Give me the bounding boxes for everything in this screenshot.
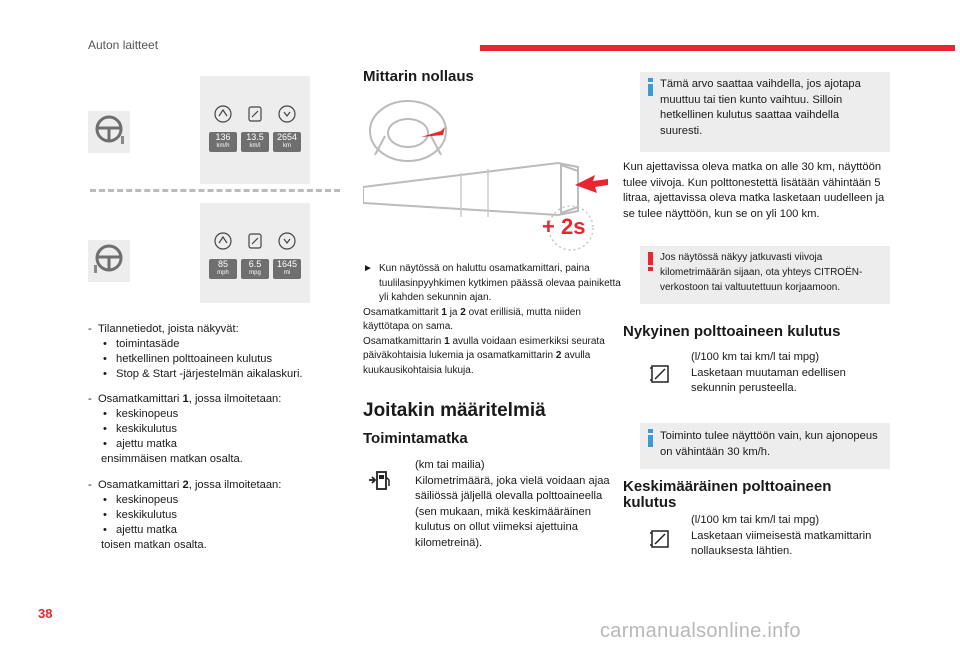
trip-number: 1 — [444, 335, 450, 347]
note-text: ovat erillisiä, mutta niiden käyttötapa on sama. — [363, 306, 581, 332]
warning-box — [640, 246, 890, 304]
list-intro: - Tilannetiedot, joista näkyvät: — [88, 323, 239, 335]
range-unit: (km tai mailia) — [415, 459, 485, 471]
range-dashes-paragraph: Kun ajettavissa oleva matka on alle 30 km, näyttöön tulee viivoja. Kun polttonestettä lisätään vähintään 5 litraa, ajettavissa oleva matka lasketaan uudelleen ja se tulee näyttöön, kun se on yli 100 km. — [623, 161, 885, 220]
gauge-value: 1645 — [276, 259, 298, 269]
range-definition — [415, 458, 615, 551]
page-number: 38 — [38, 606, 53, 621]
list-item: • keskikulutus — [88, 508, 350, 523]
header-accent-bar — [480, 45, 955, 51]
pointer-arrow-icon — [421, 127, 445, 137]
gauge-unit: km/h — [216, 143, 230, 149]
instrument-display-top — [200, 76, 310, 184]
steering-wheel-illustration-bottom — [88, 240, 130, 282]
trip-number: 1 — [441, 306, 447, 318]
warning-icon — [648, 252, 653, 272]
gauge-top-1 — [209, 104, 237, 152]
list-intro: - Osamatkamittari 1, jossa ilmoitetaan: — [88, 393, 282, 405]
note-text: avulla kuukausikohtaisia lukuja. — [363, 350, 591, 376]
reset-note-1 — [363, 262, 623, 306]
list-intro-text: Osamatkamittari — [97, 393, 183, 405]
wiper-stalk-illustration — [363, 93, 625, 251]
info-box-variation — [640, 72, 890, 152]
gauge-value: 85 — [217, 259, 228, 269]
warning-text: Jos näytössä näkyy jatkuvasti viivoja kilometrimäärän sijaan, ota yhteys CITROËN-verkostoon tai valtuutettuun korjaamoon. — [660, 252, 863, 293]
note-text: avulla voidaan esimerkiksi seurata päiväkohtaisia lukemia ja osamatkamittarin — [363, 335, 605, 361]
consumption-icon — [648, 362, 672, 386]
average-heading-line-2: kulutus — [623, 494, 677, 511]
display-info-list — [88, 322, 350, 382]
gauge-value: 6.5 — [248, 259, 262, 269]
watermark: carmanualsonline.info — [600, 620, 801, 642]
gauge-unit: mpg — [249, 270, 261, 276]
gauge-bottom-3 — [273, 231, 301, 279]
fuel-pump-icon — [366, 468, 392, 492]
trip-number: 2 — [182, 479, 189, 491]
instrument-display-bottom — [200, 203, 310, 303]
note-text: ja — [446, 306, 461, 318]
reset-instructions — [363, 262, 623, 378]
arrow-bullet-icon: ► — [363, 263, 373, 274]
consumption-icon — [648, 527, 672, 551]
reset-note-text: Kun näytössä on haluttu osamatkamittari, paina tuulilasinpyyhkimen kytkimen päässä olevaa painiketta yli kahden sekunnin ajan. — [379, 263, 621, 303]
current-unit: (l/100 km tai km/l tai mpg) — [691, 351, 820, 363]
list-item: • ajettu matka — [88, 523, 350, 538]
gauge-bottom-2 — [241, 231, 269, 279]
range-text: Kilometrimäärä, joka vielä voidaan ajaa säiliössä jäljellä olevalla polttoaineella (sen mukaan, mikä keskimääräinen kulutus on ollut viimeksi ajettuina kilometreinä). — [415, 474, 610, 549]
steering-wheel-icon — [370, 101, 446, 161]
reset-note-2 — [363, 306, 623, 335]
divider-dashed — [90, 189, 340, 192]
gauge-unit: mph — [217, 270, 229, 276]
average-unit: (l/100 km tai km/l tai mpg) — [691, 514, 820, 526]
distance-icon — [277, 104, 297, 124]
average-consumption-definition — [691, 513, 896, 560]
gauge-unit: km — [283, 143, 291, 149]
trip-meter-1-list — [88, 392, 350, 467]
press-arrow-icon — [575, 175, 608, 193]
definitions-heading: Joitakin määritelmiä — [363, 400, 546, 421]
info-icon — [648, 429, 653, 445]
gauge-value: 13.5 — [246, 132, 264, 142]
gauge-unit: mi — [283, 270, 291, 276]
list-intro-text: Tilannetiedot, joista näkyvät: — [97, 323, 239, 335]
list-item: • keskikulutus — [88, 422, 350, 437]
note-text: Osamatkamittarit — [363, 306, 442, 318]
list-tail: ensimmäisen matkan osalta. — [101, 453, 243, 465]
steering-wheel-icon — [88, 111, 130, 153]
info-text: Tämä arvo saattaa vaihdella, jos ajotapa muuttuu tai tien kunto vaihtuu. Silloin hetkellinen kulutus saattaa vaihdella suuresti. — [660, 78, 861, 137]
list-intro-text: Osamatkamittari — [97, 479, 183, 491]
list-intro-text: , jossa ilmoitetaan: — [188, 479, 282, 491]
list-item: • Stop & Start -järjestelmän aikalaskuri. — [88, 367, 350, 382]
fuel-consumption-icon — [245, 104, 265, 124]
gauge-value: 136 — [215, 132, 231, 142]
steering-wheel-illustration-top — [88, 111, 130, 153]
fuel-range-icon — [213, 231, 233, 251]
fuel-range-icon — [213, 104, 233, 124]
trip-meter-2-list — [88, 478, 350, 553]
average-text: Lasketaan viimeisestä matkamittarin nollauksesta lähtien. — [691, 529, 872, 557]
list-item: • hetkellinen polttoaineen kulutus — [88, 352, 350, 367]
press-duration-label: + 2s — [542, 214, 586, 239]
current-text: Lasketaan muutaman edellisen sekunnin perusteella. — [691, 366, 846, 394]
list-intro: - Osamatkamittari 2, jossa ilmoitetaan: — [88, 479, 282, 491]
average-heading-line-1: Keskimääräinen polttoaineen — [623, 478, 832, 495]
gauge-top-2 — [241, 104, 269, 152]
section-title: Auton laitteet — [88, 38, 159, 52]
gauge-value: 2654 — [276, 132, 298, 142]
list-item: • keskinopeus — [88, 493, 350, 508]
trip-number: 1 — [182, 393, 189, 405]
range-heading: Toimintamatka — [363, 430, 468, 447]
list-tail: toisen matkan osalta. — [101, 539, 207, 551]
stalk-icon — [363, 163, 578, 217]
info-text: Toiminto tulee näyttöön vain, kun ajonopeus on vähintään 30 km/h. — [660, 430, 878, 458]
average-consumption-heading — [623, 479, 831, 511]
gauge-top-3 — [273, 104, 301, 152]
current-consumption-definition — [691, 350, 891, 397]
gauge-bottom-1 — [209, 231, 237, 279]
list-intro-text: , jossa ilmoitetaan: — [188, 393, 282, 405]
fuel-consumption-icon — [245, 231, 265, 251]
info-box-speed — [640, 423, 890, 469]
list-item: • ajettu matka — [88, 437, 350, 452]
reset-note-3 — [363, 335, 623, 379]
info-icon — [648, 78, 653, 94]
current-consumption-heading: Nykyinen polttoaineen kulutus — [623, 323, 841, 340]
trip-number: 2 — [555, 350, 562, 361]
reset-heading: Mittarin nollaus — [363, 68, 474, 85]
trip-number: 2 — [460, 306, 466, 318]
list-item: • keskinopeus — [88, 407, 350, 422]
gauge-unit: km/l — [249, 143, 261, 149]
steering-wheel-icon — [88, 240, 130, 282]
list-item: • toimintasäde — [88, 337, 350, 352]
distance-icon — [277, 231, 297, 251]
note-text: Osamatkamittarin — [363, 335, 445, 347]
